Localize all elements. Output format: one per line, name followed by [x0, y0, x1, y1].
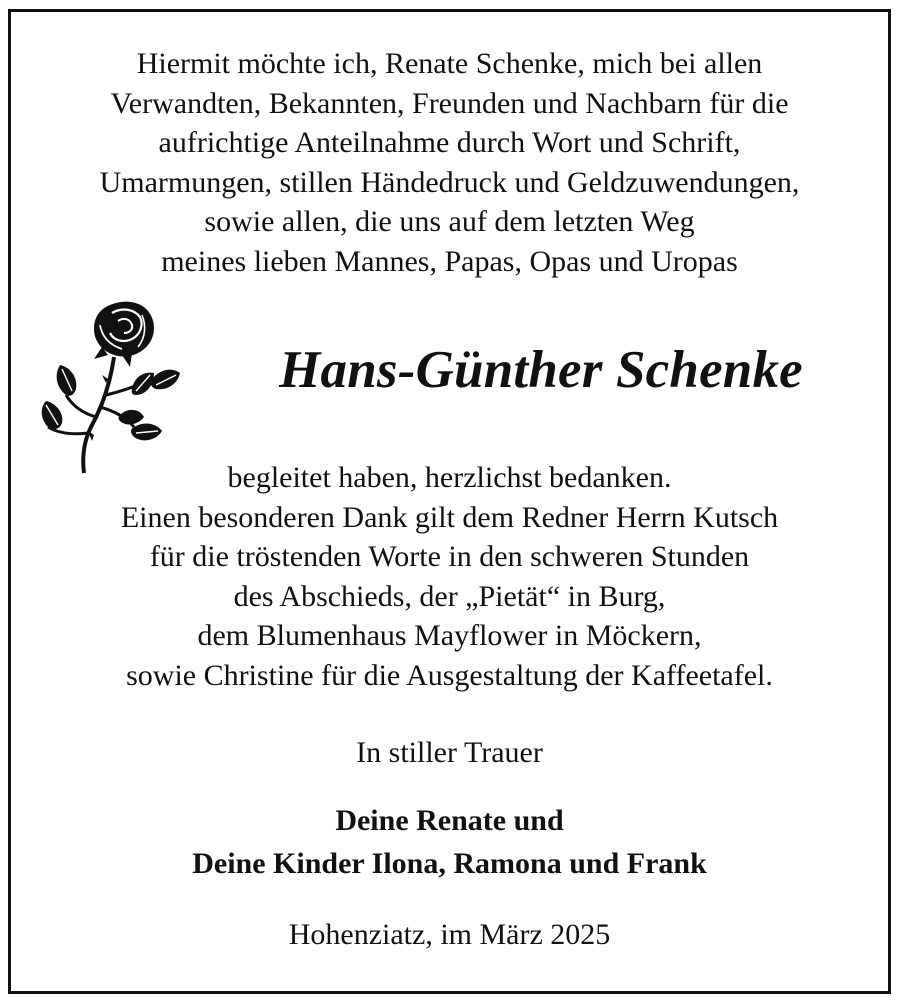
intro-line: meines lieben Mannes, Papas, Opas und Uropas: [161, 244, 738, 278]
obituary-notice: [8, 9, 891, 994]
intro-line: sowie allen, die uns auf dem letzten Weg: [204, 205, 695, 239]
thanks-line: Einen besonderen Dank gilt dem Redner Herrn Kutsch: [120, 500, 779, 534]
thanks-line: des Abschieds, der „Pietät“ in Burg,: [233, 579, 666, 613]
signatory-line: Deine Renate und: [335, 804, 564, 837]
thanks-line: für die tröstenden Worte in den schweren Stunden: [149, 540, 750, 573]
thanks-paragraph: [11, 458, 888, 695]
place-date: Hohenziatz, im März 2025: [288, 918, 611, 951]
intro-line: Hiermit möchte ich, Renate Schenke, mich bei allen: [136, 47, 763, 80]
signatories: [11, 799, 888, 885]
intro-paragraph: [11, 44, 888, 282]
mourning-line: In stiller Trauer: [356, 736, 543, 769]
thanks-line: sowie Christine für die Ausgestaltung der Kaffeetafel.: [126, 658, 773, 692]
signatory-line: Deine Kinder Ilona, Ramona und Frank: [192, 847, 707, 880]
rose-icon: [36, 295, 181, 475]
intro-line: Verwandten, Bekannten, Freunden und Nachbarn für die: [110, 86, 789, 120]
intro-line: aufrichtige Anteilnahme durch Wort und Schrift,: [158, 126, 741, 160]
thanks-line: begleitet haben, herzlichst bedanken.: [227, 461, 672, 494]
intro-line: Umarmungen, stillen Händedruck und Geldzuwendungen,: [99, 165, 800, 199]
thanks-line: dem Blumenhaus Mayflower in Möckern,: [197, 619, 702, 652]
deceased-name: Hans-Günther Schenke: [279, 341, 803, 399]
